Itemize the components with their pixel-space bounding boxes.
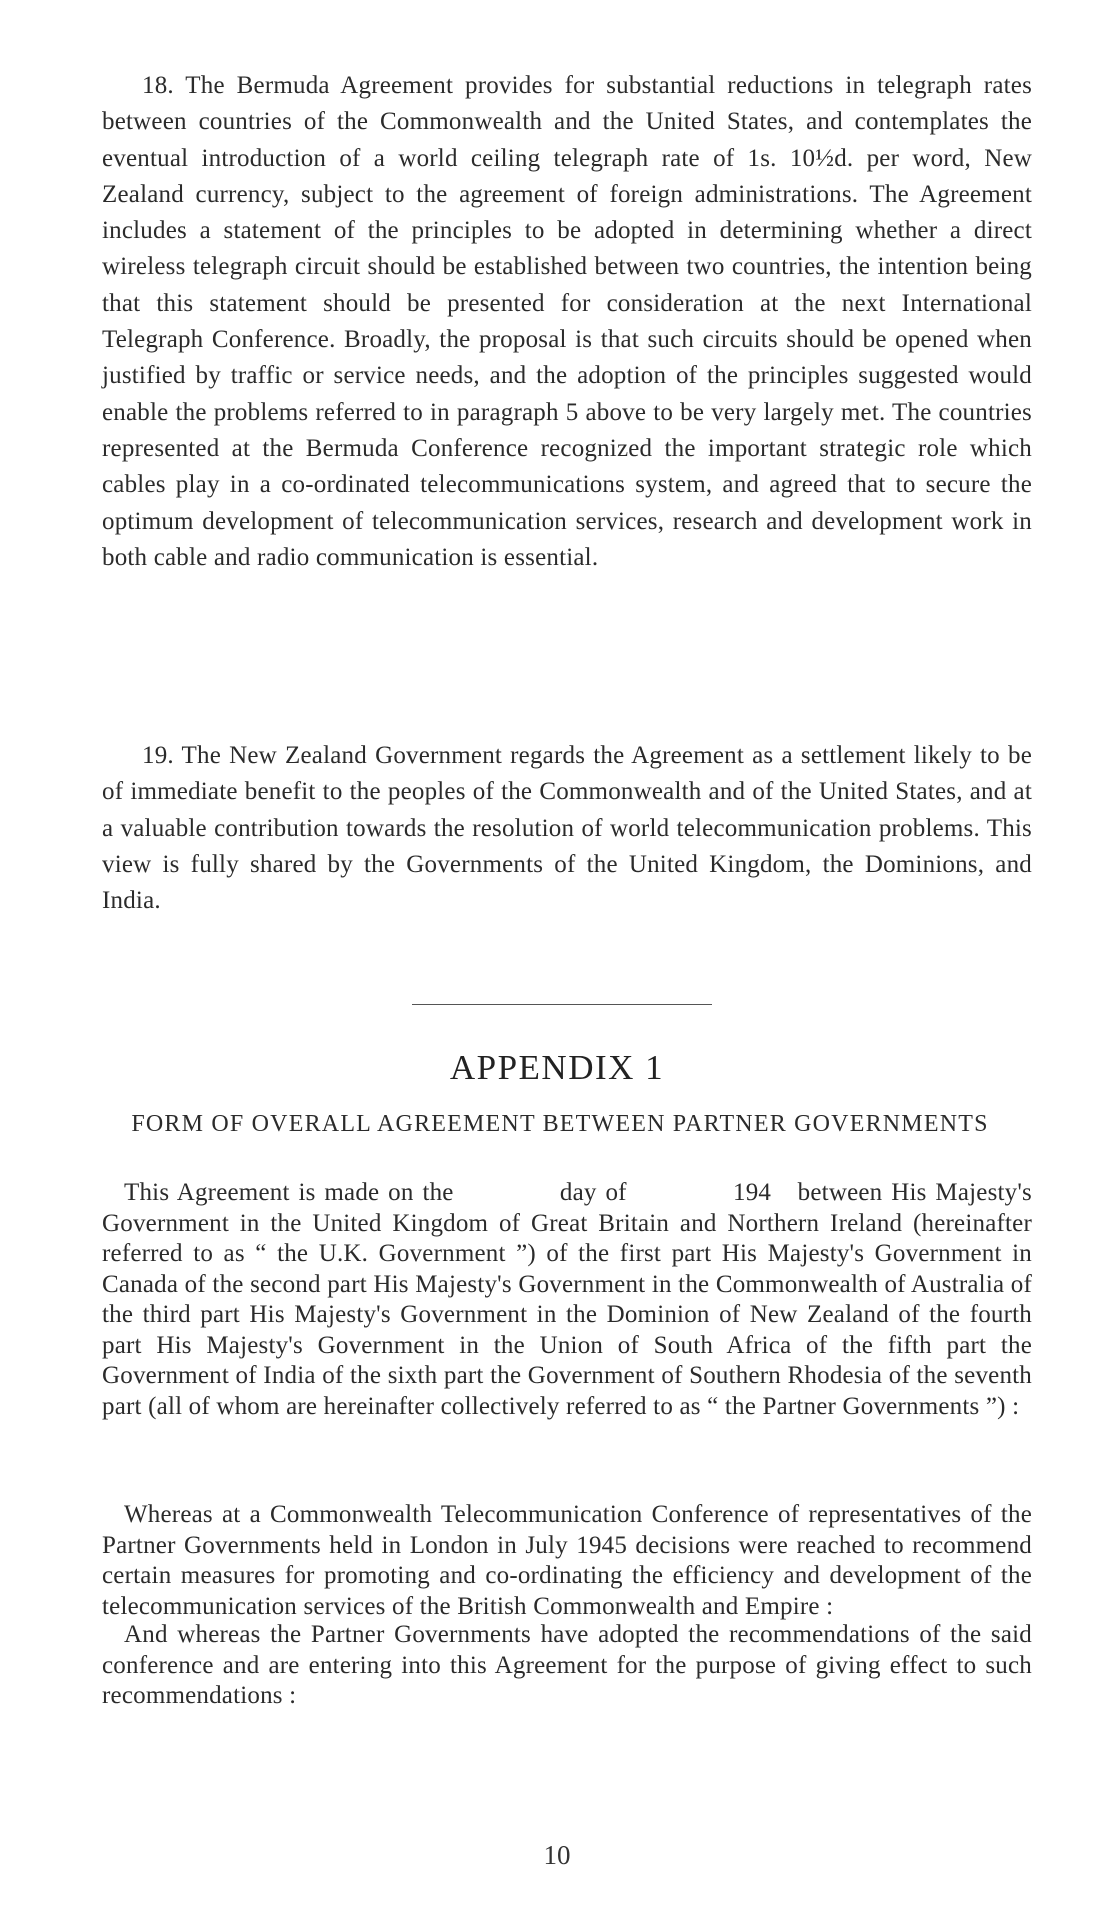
paragraph-18: 18. The Bermuda Agreement provides for substantial reductions in telegraph rates between countries of the Commonwealth and the United States, and contemplates the eventual introduction of a world ceiling telegraph rate of 1s. 10½d. per word, New Zealand currency, subject to the agreement of foreign administrations. The Agreement includes a statement of the principles to be adopted in determining whether a direct wireless telegraph circuit should be established between two countries, the intention being that this statement should be presented for consideration at the next International Telegraph Conference. Broadly, the proposal is that such circuits should be opened when justified by traffic or service needs, and the adoption of the principles suggested would enable the problems referred to in paragraph 5 above to be very largely met. The countries represented at the Bermuda Conference recognized the important strategic role which cables play in a co-ordinated telecommunications system, and agreed that to secure the optimum development of telecommunication services, research and development work in both cable and radio communication is essential. xyxy=(102,72,1032,571)
page-number: 10 xyxy=(543,1840,571,1870)
appendix-paragraph-and-whereas: And whereas the Partner Governments have adopted the recommendations of the said conference and are entering into this Agreement for the purpose of giving effect to such recommendations : xyxy=(102,1621,1032,1709)
appendix-paragraph-whereas: Whereas at a Commonwealth Telecommunication Conference of representatives of the Partner Governments held in London in July 1945 decisions were reached to recommend certain measures for promoting and co-ordinating the efficiency and development of the telecommunication services of the British Commonwealth and Empire : xyxy=(102,1501,1032,1620)
appendix-subtitle: FORM OF OVERALL AGREEMENT BETWEEN PARTNER GOVERNMENTS xyxy=(131,1111,989,1137)
appendix-title: APPENDIX 1 xyxy=(449,1048,665,1087)
section-divider xyxy=(412,1004,712,1005)
appendix-paragraph-preamble: This Agreement is made on the day of 194 between His Majesty's Government in the United Kingdom of Great Britain and Northern Ireland (hereinafter referred to as “ the U.K. Government ”) of the first part His Majesty's Government in Canada of the second part His Majesty's Government in the Commonwealth of Australia of the third part His Majesty's Government in the Dominion of New Zealand of the fourth part His Majesty's Government in the Union of South Africa of the fifth part the Government of India of the sixth part the Government of Southern Rhodesia of the seventh part (all of whom are hereinafter collectively referred to as “ the Partner Governments ”) : xyxy=(102,1179,1039,1420)
paragraph-19: 19. The New Zealand Government regards the Agreement as a settlement likely to be of immediate benefit to the peoples of the Commonwealth and of the United States, and at a valuable contribution towards the resolution of world telecommunication problems. This view is fully shared by the Governments of the United Kingdom, the Dominions, and India. xyxy=(102,742,1032,915)
